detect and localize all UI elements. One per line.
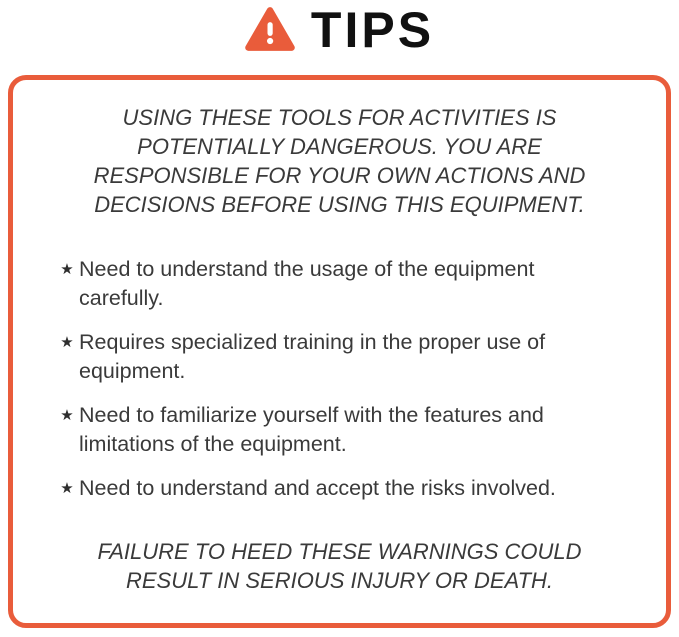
- star-bullet-icon: ★: [60, 479, 74, 497]
- star-bullet-icon: ★: [60, 260, 74, 278]
- tips-bullet-list: [39, 255, 640, 503]
- list-item: [55, 474, 640, 503]
- footer-warning-paragraph: [39, 537, 640, 595]
- bullet-text: Need to understand the usage of the equipment carefully.: [79, 257, 535, 310]
- footer-line: FAILURE TO HEED THESE WARNINGS COULD: [97, 539, 582, 564]
- intro-warning-paragraph: [39, 103, 640, 219]
- list-item: [55, 255, 640, 313]
- warning-box: [8, 75, 671, 628]
- intro-line: RESPONSIBLE FOR YOUR OWN ACTIONS AND: [93, 163, 586, 188]
- list-item: [55, 401, 640, 459]
- list-item: [55, 328, 640, 386]
- bullet-text: Need to familiarize yourself with the features and limitations of the equipment.: [79, 403, 544, 456]
- intro-line: POTENTIALLY DANGEROUS. YOU ARE: [137, 134, 542, 159]
- intro-line: DECISIONS BEFORE USING THIS EQUIPMENT.: [94, 192, 585, 217]
- star-bullet-icon: ★: [60, 333, 74, 351]
- warning-triangle-icon: [245, 7, 295, 53]
- bullet-text: Need to understand and accept the risks involved.: [79, 476, 556, 500]
- bullet-text: Requires specialized training in the proper use of equipment.: [79, 330, 546, 383]
- header: [0, 0, 679, 58]
- intro-line: USING THESE TOOLS FOR ACTIVITIES IS: [122, 105, 557, 130]
- page-title: TIPS: [310, 2, 435, 58]
- star-bullet-icon: ★: [60, 406, 74, 424]
- footer-line: RESULT IN SERIOUS INJURY OR DEATH.: [125, 568, 554, 593]
